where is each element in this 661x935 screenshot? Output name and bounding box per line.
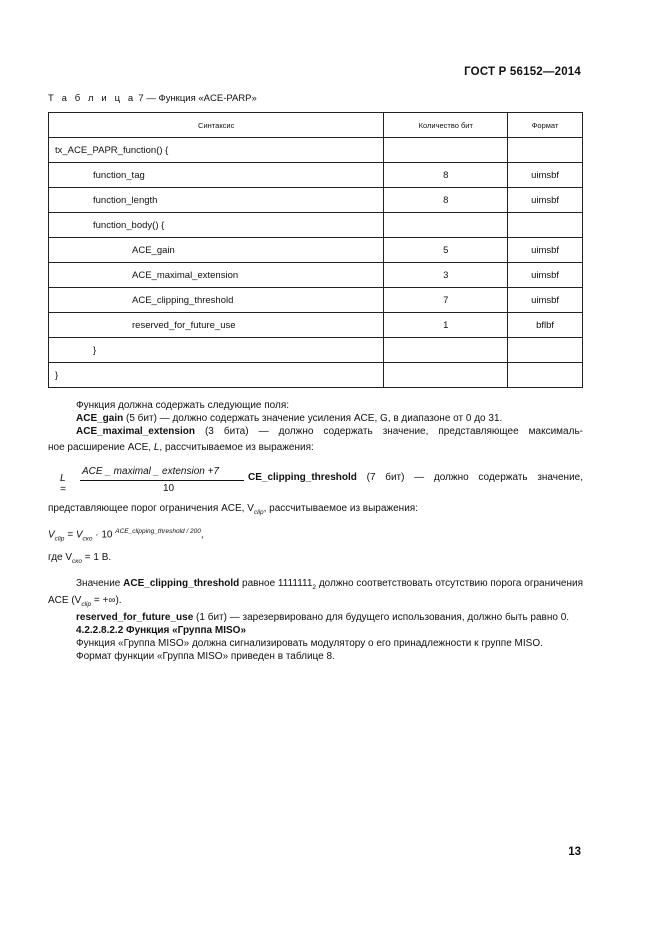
cell-bits [384,338,508,363]
formula-vclip [48,525,583,545]
paragraph: Функция «Группа MISO» должна сигнализировать модулятору о его принадлежности к группе MISO. [76,638,543,650]
text-span: Значение [76,578,124,590]
superscript: ACE_clipping_threshold / 200 [115,528,201,535]
caption-title: — Функция «ACE-PARP» [146,93,257,104]
subscript: 2 [312,584,317,592]
paragraph [48,425,583,438]
cell-syntax: reserved_for_future_use [49,313,384,338]
field-description: (5 бит) — должно содержать значение усиления ACE, G, в диапазоне от 0 до 31. [123,413,503,424]
table-header-row [49,113,583,138]
table-row [49,138,583,163]
cell-bits: 3 [384,263,508,288]
cell-format: bflbf [508,313,583,338]
table-caption [48,93,257,104]
cell-bits: 1 [384,313,508,338]
text-span: представляющее порог ограничения ACE, V [48,503,254,514]
cell-syntax: function_length [49,188,384,213]
text-span: ное расширение ACE, [48,442,154,453]
cell-syntax: } [49,338,384,363]
cell-bits [384,138,508,163]
cell-syntax: ACE_clipping_threshold [49,288,384,313]
table-row [49,288,583,313]
field-description: (7 бит) — должно содержать значение, [356,472,583,483]
cell-bits: 7 [384,288,508,313]
subscript: ско [82,535,93,543]
cell-format: uimsbf [508,188,583,213]
table-row [49,163,583,188]
formula-denominator: 10 [163,483,175,494]
text-span: где V [48,552,73,564]
table-row [49,188,583,213]
cell-syntax: function_body() { [49,213,384,238]
cell-format [508,338,583,363]
cell-bits: 8 [384,188,508,213]
cell-format: uimsbf [508,163,583,188]
paragraph [48,551,583,568]
document-header: ГОСТ Р 56152—2014 [464,66,581,78]
text-span: должно соответствовать отсутствию порога ограничения ACE (V [48,578,583,607]
cell-bits [384,363,508,388]
cell-format: uimsbf [508,288,583,313]
field-term: CE_clipping_threshold [248,472,357,483]
subscript: clip [253,509,264,516]
subscript: ско [72,558,82,566]
fraction-bar [80,480,244,481]
cell-syntax: } [49,363,384,388]
cell-format [508,213,583,238]
text-span: , рассчитываемое из выражения: [263,503,418,514]
cell-syntax: tx_ACE_PAPR_function() { [49,138,384,163]
field-term: reserved_for_future_use [76,612,194,624]
field-term: ACE_clipping_threshold [123,578,240,590]
cell-bits: 8 [384,163,508,188]
text-span: , [200,529,204,541]
field-description: (3 бита) — должно содержать значение, представляющее максималь- [194,426,583,437]
paragraph [48,502,583,519]
table-row [49,263,583,288]
field-term: ACE_maximal_extension [76,426,195,437]
cell-bits: 5 [384,238,508,263]
table-row [49,238,583,263]
variable: L [153,442,160,453]
cell-format: uimsbf [508,238,583,263]
text-span: = 1 В. [81,552,112,564]
header-bits: Количество бит [384,113,508,138]
paragraph [48,441,583,454]
variable: V [48,529,55,541]
section-title: 4.2.2.8.2.2 Функция «Группа MISO» [76,625,247,637]
table-row [49,213,583,238]
text-span: = +∞). [91,595,122,607]
subscript: clip [54,535,65,543]
cell-syntax: ACE_gain [49,238,384,263]
caption-number: 7 [138,93,144,104]
formula-lhs: L = [60,473,66,495]
cell-syntax: function_tag [49,163,384,188]
cell-format: uimsbf [508,263,583,288]
table-row [49,363,583,388]
field-description: (1 бит) — зарезервировано для будущего использования, должно быть равно 0. [193,612,570,624]
page-number: 13 [568,846,581,858]
paragraph [248,472,583,483]
paragraph: Функция должна содержать следующие поля: [76,400,290,411]
variable: = V [64,529,83,541]
text-span: равное 1111111 [239,578,313,590]
field-term: ACE_gain [76,413,124,424]
table-row [49,313,583,338]
text-span: , рассчитываемое из выражения: [159,442,314,453]
cell-bits [384,213,508,238]
header-syntax: Синтаксис [49,113,384,138]
formula-numerator: ACE _ maximal _ extension +7 [82,466,220,477]
body-text-upper [48,399,583,454]
paragraph: Формат функции «Группа MISO» приведен в таблице 8. [76,651,335,663]
caption-prefix: Т а б л и ц а [48,93,136,104]
paragraph [48,611,583,624]
paragraph [48,577,583,611]
body-text-lower [48,502,583,663]
syntax-table [48,112,583,388]
paragraph [48,412,583,425]
cell-syntax: ACE_maximal_extension [49,263,384,288]
table-row [49,338,583,363]
text-span: · 10 [92,529,116,541]
cell-format [508,363,583,388]
subscript: clip [81,601,92,609]
section-heading [48,624,583,637]
cell-format [508,138,583,163]
header-format: Формат [508,113,583,138]
